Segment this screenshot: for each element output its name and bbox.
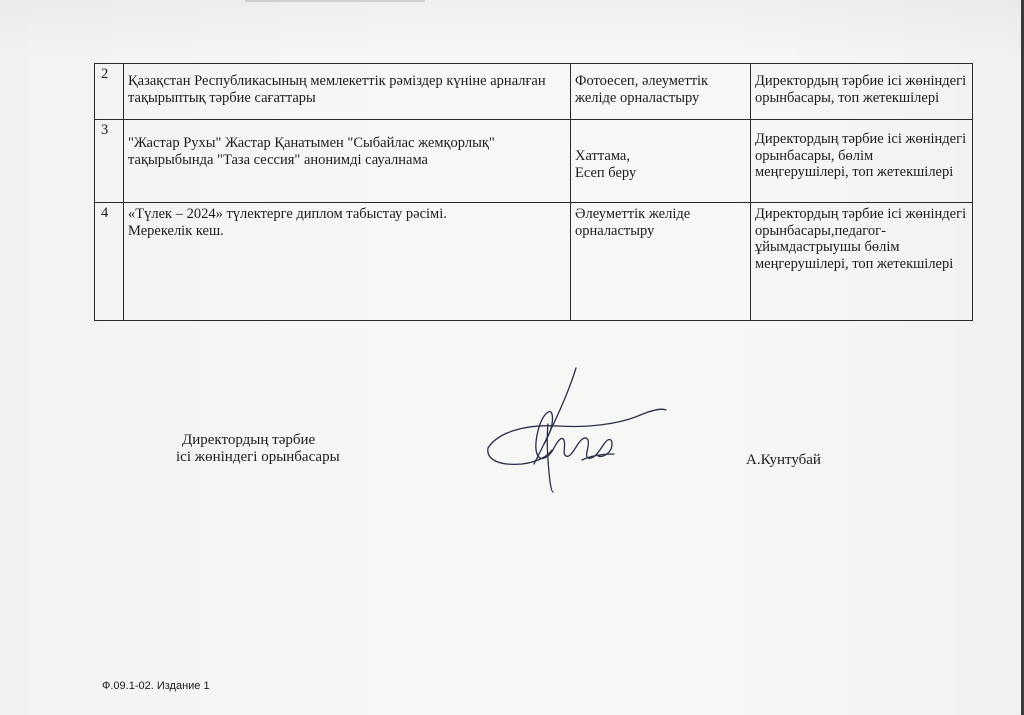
responsible-cell	[751, 203, 973, 321]
row-number: 2	[95, 64, 124, 120]
table-row	[95, 203, 973, 321]
events-table	[94, 63, 973, 321]
result-text: Әлеуметтік желіде орналастыру	[575, 206, 691, 239]
signature-icon	[478, 364, 678, 494]
responsible-text: Директордың тәрбие ісі жөніндегі орынбасары, топ жетекшілері	[755, 73, 967, 106]
result-cell	[571, 203, 751, 321]
result-line-1: Хаттама,	[575, 148, 630, 164]
event-cell	[124, 120, 571, 203]
event-text: «Түлек – 2024» түлектерге диплом табыстау рәсімі. Мерекелік кеш.	[128, 206, 447, 239]
table-row	[95, 64, 973, 120]
result-line-2: Есеп беру	[575, 164, 637, 181]
responsible-cell	[751, 120, 973, 203]
result-cell	[571, 64, 751, 120]
signatory-position	[176, 432, 340, 466]
event-text: "Жастар Рухы" Жастар Қанатымен "Сыбайлас жемқорлық" тақырыбында "Таза сессия" анонимді сауалнама	[128, 135, 495, 168]
result-text	[575, 122, 747, 181]
result-cell	[571, 120, 751, 203]
responsible-cell	[751, 64, 973, 120]
form-code: Ф.09.1-02. Издание 1	[102, 680, 210, 692]
row-number: 4	[95, 203, 124, 321]
event-cell	[124, 64, 571, 120]
event-text: Қазақстан Республикасының мемлекеттік рәміздер күніне арналған тақырыптық тәрбие сағаттары	[128, 73, 546, 106]
table-row	[95, 120, 973, 203]
event-cell	[124, 203, 571, 321]
position-line-1: Директордың тәрбие	[182, 432, 316, 448]
responsible-text: Директордың тәрбие ісі жөніндегі орынбасары, бөлім меңгерушілері, топ жетекшілері	[755, 131, 967, 180]
result-text: Фотоесеп, әлеуметтік желіде орналастыру	[575, 73, 709, 106]
position-line-2: ісі жөніндегі орынбасары	[176, 449, 340, 465]
signatory-name: А.Кунтубай	[746, 452, 821, 468]
top-edge-mark	[245, 0, 425, 2]
responsible-text: Директордың тәрбие ісі жөніндегі орынбасары,педагог-ұйымдастрыушы бөлім меңгерушілері, топ жетекшілері	[755, 206, 967, 272]
row-number: 3	[95, 120, 124, 203]
